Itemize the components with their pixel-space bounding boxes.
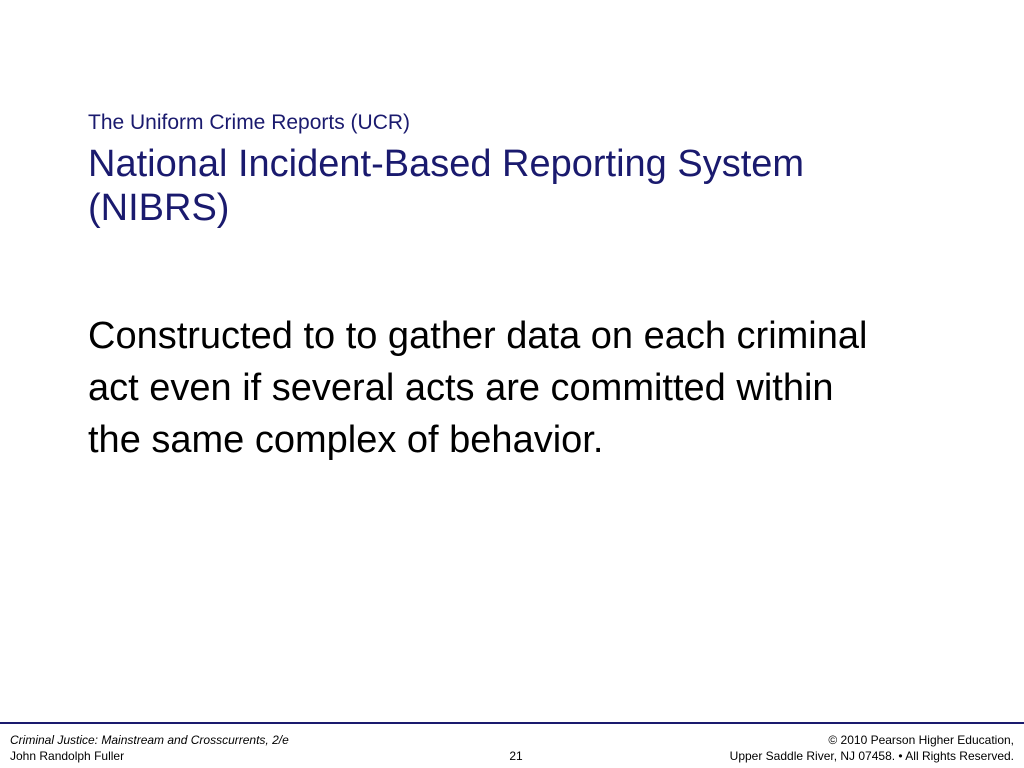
slide-subtitle: The Uniform Crime Reports (UCR) bbox=[88, 111, 411, 134]
copyright-line-2: Upper Saddle River, NJ 07458. • All Rights Reserved. bbox=[729, 749, 1014, 763]
page-number: 21 bbox=[509, 749, 523, 763]
footer-author: John Randolph Fuller bbox=[10, 749, 125, 763]
slide-body-text: Constructed to to gather data on each criminal act even if several acts are committed within the same complex of behavior. bbox=[88, 315, 868, 461]
footer-citation bbox=[10, 732, 289, 764]
copyright-line-1: © 2010 Pearson Higher Education, bbox=[828, 733, 1014, 747]
slide-title: National Incident-Based Reporting System (NIBRS) bbox=[88, 143, 805, 229]
footer-divider bbox=[0, 722, 1024, 724]
footer-copyright bbox=[730, 732, 1014, 764]
footer-book-title: Criminal Justice: Mainstream and Crosscurrents, 2/e bbox=[10, 733, 289, 747]
